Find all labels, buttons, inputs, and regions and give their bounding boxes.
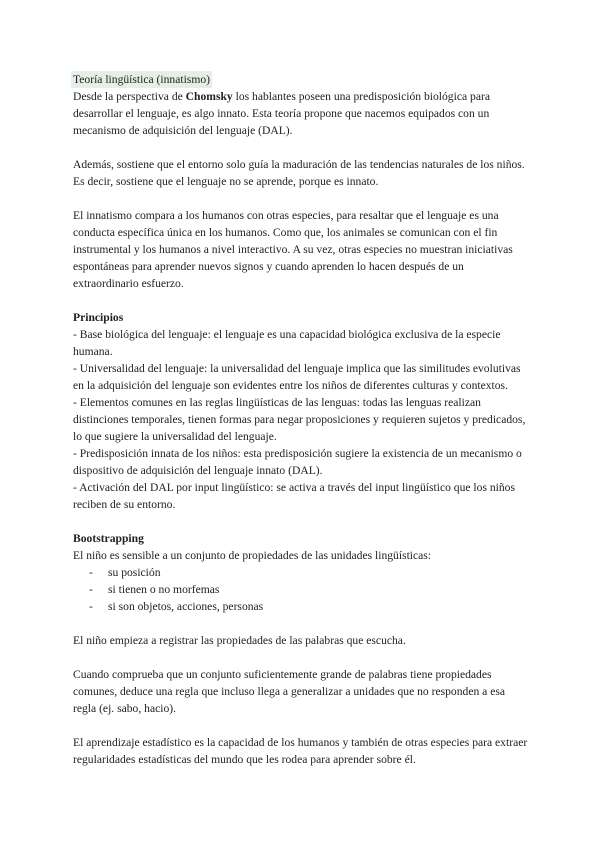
bootstrapping-paragraph-1: El niño empieza a registrar las propiedades de las palabras que escucha. [73,634,406,647]
spacer [73,292,530,309]
properties-list [73,564,530,615]
list-item-text: si tienen o no morfemas [108,583,220,596]
document-title-line [73,71,530,88]
spacer [73,717,530,734]
bootstrapping-heading: Bootstrapping [73,532,144,545]
spacer [73,615,530,632]
principio-item: - Activación del DAL por input lingüístico: se activa a través del input lingüístico que los niños reciben de su entorno. [73,481,515,511]
list-item [73,598,530,615]
intro-text-before: Desde la perspectiva de [73,90,186,103]
list-item-text: si son objetos, acciones, personas [108,600,264,613]
list-item-text: su posición [108,566,161,579]
paragraph-innate: Además, sostiene que el entorno solo guía la maduración de las tendencias naturales de los niños. Es decir, sostiene que el lenguaje no se aprende, porque es innato. [73,158,525,188]
principio-item: - Elementos comunes en las reglas lingüísticas de las lenguas: todas las lenguas realizan distinciones temporales, tienen formas para negar proposiciones y requieren sujetos y predicados, lo que sugiere la universalidad del lenguaje. [73,396,526,443]
spacer [73,139,530,156]
spacer [73,649,530,666]
spacer [73,190,530,207]
bootstrapping-paragraph-2: Cuando comprueba que un conjunto suficientemente grande de palabras tiene propiedades comunes, deduce una regla que incluso llega a generalizar a unidades que no responden a esa regla (ej. sabo, hacio). [73,668,506,715]
spacer [73,513,530,530]
list-item [73,564,530,581]
intro-paragraph [73,88,530,139]
intro-text-after: los hablantes poseen una predisposición biológica para desarrollar el lenguaje, es algo innato. Esta teoría propone que nacemos equipados con un mecanismo de adquisición del lenguaje (DAL). [73,90,490,137]
principio-item: - Predisposición innata de los niños: esta predisposición sugiere la existencia de un mecanismo o dispositivo de adquisición del lenguaje innato (DAL). [73,447,522,477]
statistical-learning-paragraph: El aprendizaje estadístico es la capacidad de los humanos y también de otras especies para extraer regularidades estadísticas del mundo que les rodea para aprender sobre él. [73,736,528,766]
list-item [73,581,530,598]
paragraph-species: El innatismo compara a los humanos con otras especies, para resaltar que el lenguaje es una conducta específica única en los humanos. Como que, los animales se comunican con el fin instrumental y los humanos a nivel interactivo. A su vez, otras especies no muestran iniciativas espontáneas para aprender nuevos signos y cuando aprenden lo hacen después de un extraordinario esfuerzo. [73,209,513,290]
principio-item: - Universalidad del lenguaje: la universalidad del lenguaje implica que las similitudes evolutivas en la adquisición del lenguaje son evidentes entre los niños de diferentes culturas y contextos. [73,362,521,392]
bootstrapping-lead: El niño es sensible a un conjunto de propiedades de las unidades lingüísticas: [73,549,432,562]
document-title: Teoría lingüística (innatismo) [73,73,210,86]
dash-bullet: - [89,566,93,579]
principios-heading: Principios [73,311,124,324]
dash-bullet: - [89,600,93,613]
principio-item: - Base biológica del lenguaje: el lenguaje es una capacidad biológica exclusiva de la especie humana. [73,328,501,358]
dash-bullet: - [89,583,93,596]
intro-author-name: Chomsky [185,90,233,103]
